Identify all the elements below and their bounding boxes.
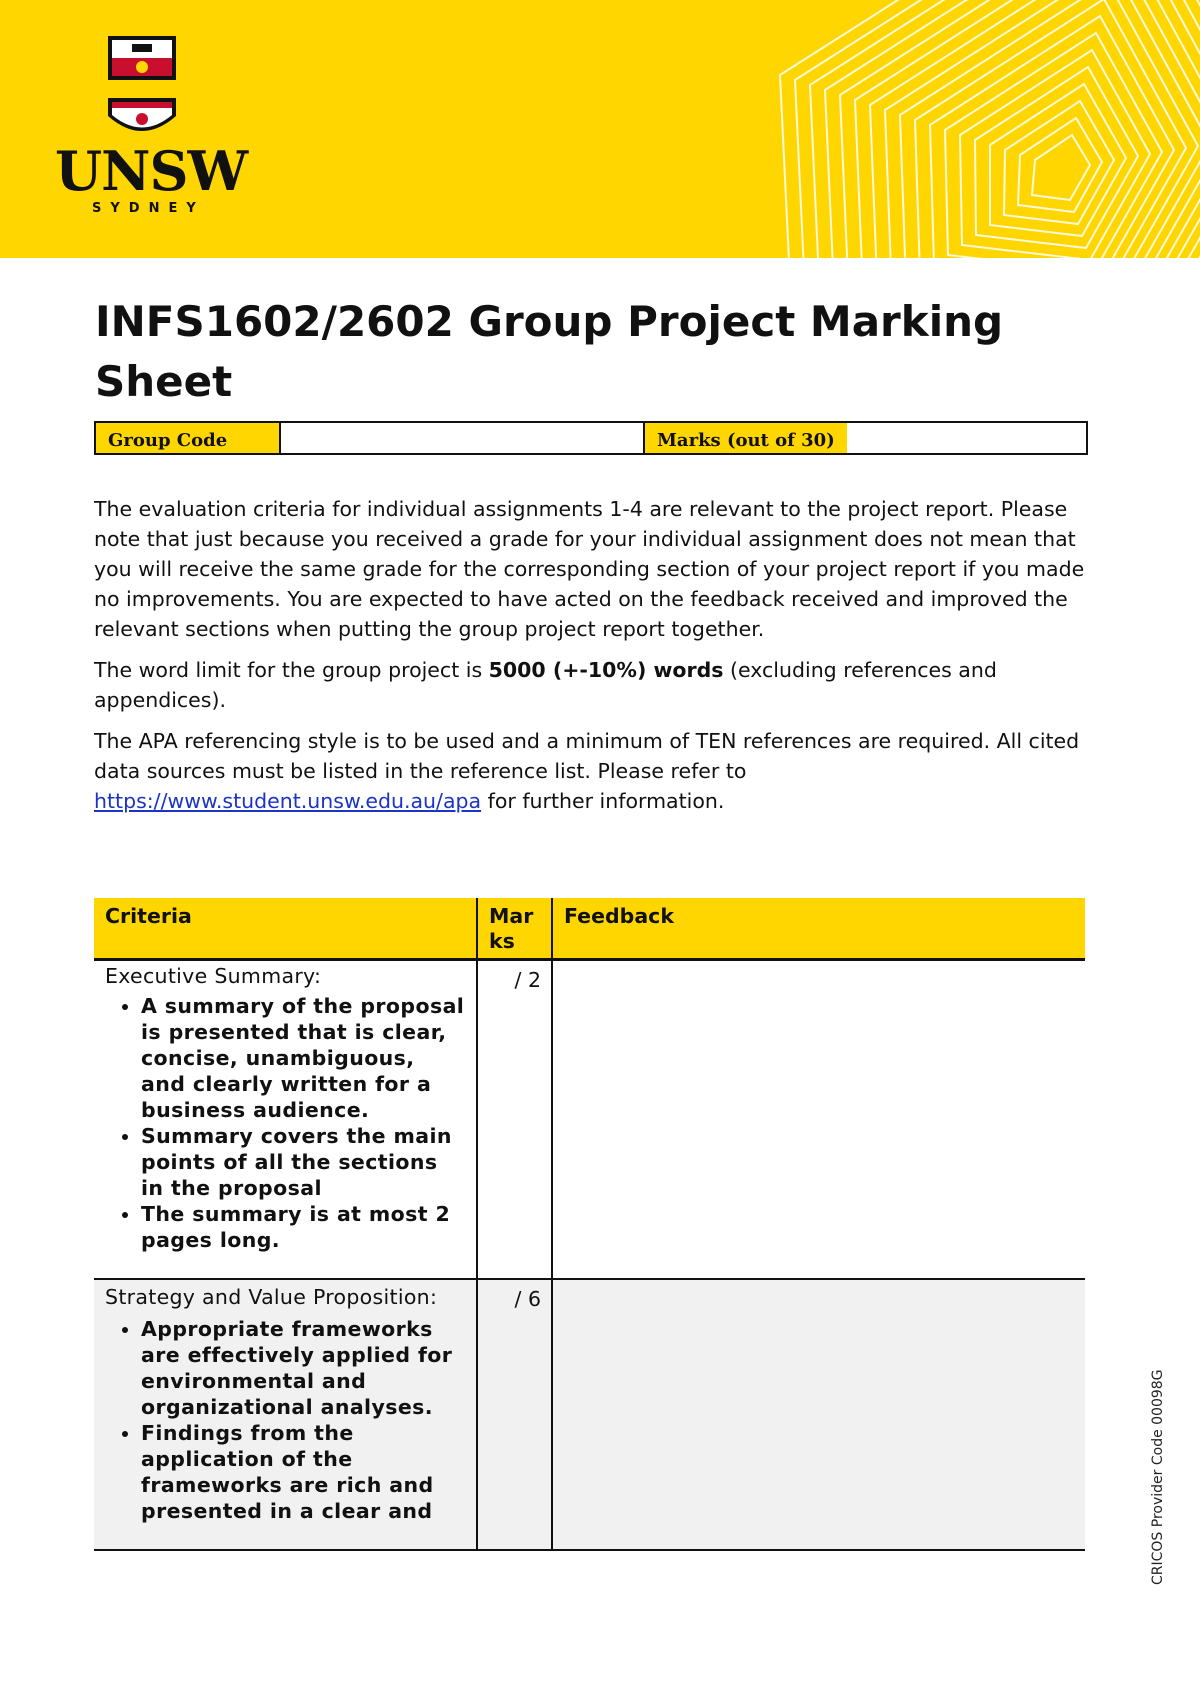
list-item: • Appropriate frameworks are effectively applied for environmental and organizational analyses. [141,1316,465,1420]
referencing-note: for further information. [481,789,725,813]
header-banner [0,0,1200,258]
table-row [94,1279,1085,1550]
criteria-header: Criteria [94,898,477,960]
group-info-bar [94,421,1088,455]
intro-paragraph-3 [94,726,1104,816]
criteria-bullets [105,1316,465,1524]
list-item: • The summary is at most 2 pages long. [141,1201,465,1253]
feedback-cell[interactable] [552,1279,1085,1550]
list-item: • Findings from the application of the frameworks are rich and presented in a clear and [141,1420,465,1524]
cricos-code: CRICOS Provider Code 00098G [1150,1369,1166,1585]
criteria-title: Strategy and Value Proposition: [105,1284,438,1309]
list-item: • A summary of the proposal is presented that is clear, concise, unambiguous, and clearly written for a business audience. [141,993,465,1123]
list-item: • Summary covers the main points of all the sections in the proposal [141,1123,465,1201]
group-code-label: Group Code [96,423,279,453]
apa-link[interactable]: https://www.student.unsw.edu.au/apa [94,789,482,813]
marks-field[interactable] [847,423,1086,453]
criteria-title: Executive Summary: [105,964,322,988]
feedback-header: Feedback [552,898,1085,960]
criteria-cell [94,1279,477,1550]
criteria-cell [94,960,477,1279]
intro-text [94,494,1104,827]
word-limit-text: The word limit for the group project is [94,658,489,682]
page-title: INFS1602/2602 Group Project Marking Sheet [95,297,1004,406]
marks-cell: / 6 [477,1279,552,1550]
marks-cell: / 2 [477,960,552,1279]
marks-label: Marks (out of 30) [645,423,847,453]
unsw-wordmark: UNSW [55,139,248,203]
intro-paragraph-1: The evaluation criteria for individual assignments 1-4 are relevant to the project report. Please note that just because you received a grade for your individual assignment does not mean that you will receive the same grade for the corresponding section of your project report if you made no improvements. You are expected to have acted on the feedback received and improved the relevant sections when putting the group project report together. [94,497,1085,641]
criteria-bullets [105,993,465,1253]
word-limit-note: (excluding references and appendices). [94,658,997,712]
sydney-subtitle: SYDNEY [92,201,205,216]
unsw-crest-logo [52,36,237,146]
group-code-field[interactable] [279,423,645,453]
table-header-row [94,898,1085,960]
table-row [94,960,1085,1279]
geometric-pattern [600,0,1200,258]
criteria-table [94,898,1085,1551]
intro-paragraph-2 [94,655,1104,715]
feedback-cell[interactable] [552,960,1085,1279]
referencing-text: The APA referencing style is to be used and a minimum of TEN references are required. All cited data sources must be listed in the reference list. Please refer to [94,729,1080,783]
word-limit-value: 5000 (+-10%) words [488,658,724,682]
marks-header: Mar ks [477,898,552,960]
